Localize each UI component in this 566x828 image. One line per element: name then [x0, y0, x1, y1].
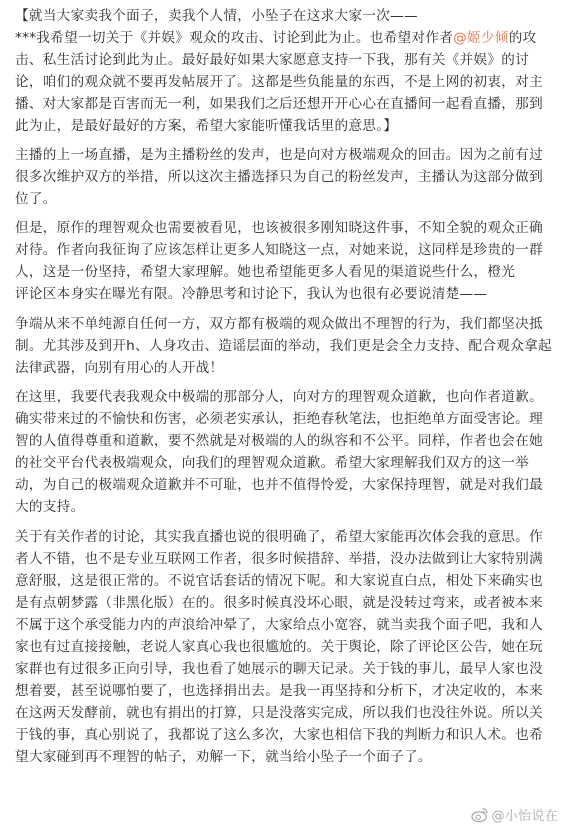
text-segment: 的攻 [508, 30, 537, 46]
text-line: 法律武器，向别有用心的人开战！ [15, 360, 224, 376]
text-line: 动，为自己的极端观众道歉并不可耻，也并不值得怜爱，大家保持理智，就是对我们最 [15, 477, 543, 493]
text-line: 播、对大家都是百害而无一利，如果我们之后还想开开心心在直播间一起看直播，那到 [15, 96, 543, 112]
text-line: 击、私生活讨论到此为止。最好最好如果大家愿意支持一下我，那有关《并娱》的讨 [15, 52, 530, 68]
watermark [471, 805, 559, 824]
text-line: 不属于这个承受能力内的声浪给冲晕了，大家给点小宽容，就当卖我个面子吧，我和人 [15, 617, 543, 633]
text-line: 的社交平台代表极端观众，向我们的理智观众道歉。希望大家理解我们双方的这一举 [15, 455, 530, 471]
text-line: 在这里，我要代表我观众中极端的那部分人，向对方的理智观众道歉，也向作者道歉。 [15, 389, 543, 405]
text-line: 智的人值得尊重和道歉，要不然就是对极端的人的纵容和不公平。同样，作者也会在她 [15, 433, 543, 449]
text-line: 大的支持。 [15, 499, 85, 515]
text-line: 但是，原作的理智观众也需要被看见，也该被很多刚知晓这件事，不知全貌的观众正确 [15, 220, 543, 236]
text-line: 很多次维护双方的举措，所以这次主播选择只为自己的粉丝发声，主播认为这部分做到 [15, 169, 543, 185]
text-segment: ***我希望一切关于《并娱》观众的攻击、讨论到此为止。也希望对作者 [15, 30, 454, 46]
text-line: 争端从来不单纯源自任何一方，双方都有极端的观众做出不理智的行为，我们都坚决抵 [15, 316, 543, 332]
text-line: 对待。作者向我征询了应该怎样让更多人知晓这一点，对她来说，这同样是珍贵的一群 [15, 242, 543, 258]
text-line: 主播的上一场直播，是为主播粉丝的发声，也是向对方极端观众的回击。因为之前有过 [15, 147, 543, 163]
text-line: 评论区本身实在曝光有限。冷静思考和讨论下，我认为也很有必要说清楚—— [15, 286, 488, 302]
text-line: 者人不错，也不是专业互联网工作者，很多时候措辞、举措，没办法做到让大家特别满 [15, 551, 543, 567]
text-line: 于钱的事，真心别说了，我都说了这么多次，大家也相信下我的判断力和识人术。也希 [15, 727, 543, 743]
text-line: 在这两天发酵前，就也有捐出的打算，只是没落实完成，所以我们也没往外说。所以关 [15, 705, 543, 721]
text-line: 想着要，甚至说哪怕要了，也选择捐出去。是我一再坚持和分析下，才决定收的，本来 [15, 683, 543, 699]
text-line: 是有点朝梦露（非黑化版）在的。很多时候真没坏心眼，就是没转过弯来，或者被本来 [15, 595, 543, 611]
text-line: 家也有过直接接触，老说人家真心我也很尴尬的。关于舆论，除了评论区公告，她在玩 [15, 639, 543, 655]
text-line: 此为止，是最好最好的方案，希望大家能听懂我话里的意思。】 [15, 118, 398, 134]
text-line: 望大家碰到再不理智的帖子，劝解一下，就当给小坠子一个面子了。 [15, 749, 432, 765]
text-line: 家群也有过很多正向引导，我也看了她展示的聊天记录。关于钱的事儿，最早人家也没 [15, 661, 543, 677]
text-line: 位了。 [15, 191, 57, 207]
text-line: 制。尤其涉及到开h、人身攻击、造谣层面的举动，我们更是会全力支持、配合观众拿起 [15, 338, 552, 354]
text-line: 【就当大家卖我个面子，卖我个人情，小坠子在这求大家一次—— [15, 8, 418, 24]
weibo-logo-icon [471, 807, 489, 823]
text-line: 关于有关作者的讨论，其实我直播也说的很明确了，希望大家能再次体会我的意思。作 [15, 529, 543, 545]
text-line [15, 28, 536, 48]
text-line: 论，咱们的观众就不要再发帖展开了。这都是些负能量的东西，不是上网的初衷，对主 [15, 74, 543, 90]
watermark-text: @小怡说在 [491, 809, 558, 824]
author-mention-link[interactable]: @姬少倾 [453, 30, 509, 46]
text-line: 确实带来过的不愉快和伤害，必须老实承认，拒绝春秋笔法，也拒绝单方面受害论。理 [15, 411, 543, 427]
text-line: 人，这是一份坚持，希望大家理解。她也希望能更多人看见的渠道说些什么，橙光 [15, 264, 516, 280]
text-line: 意舒服，这是很正常的。不说官话套话的情况下呢。和大家说直白点，相处下来确实也 [15, 573, 543, 589]
